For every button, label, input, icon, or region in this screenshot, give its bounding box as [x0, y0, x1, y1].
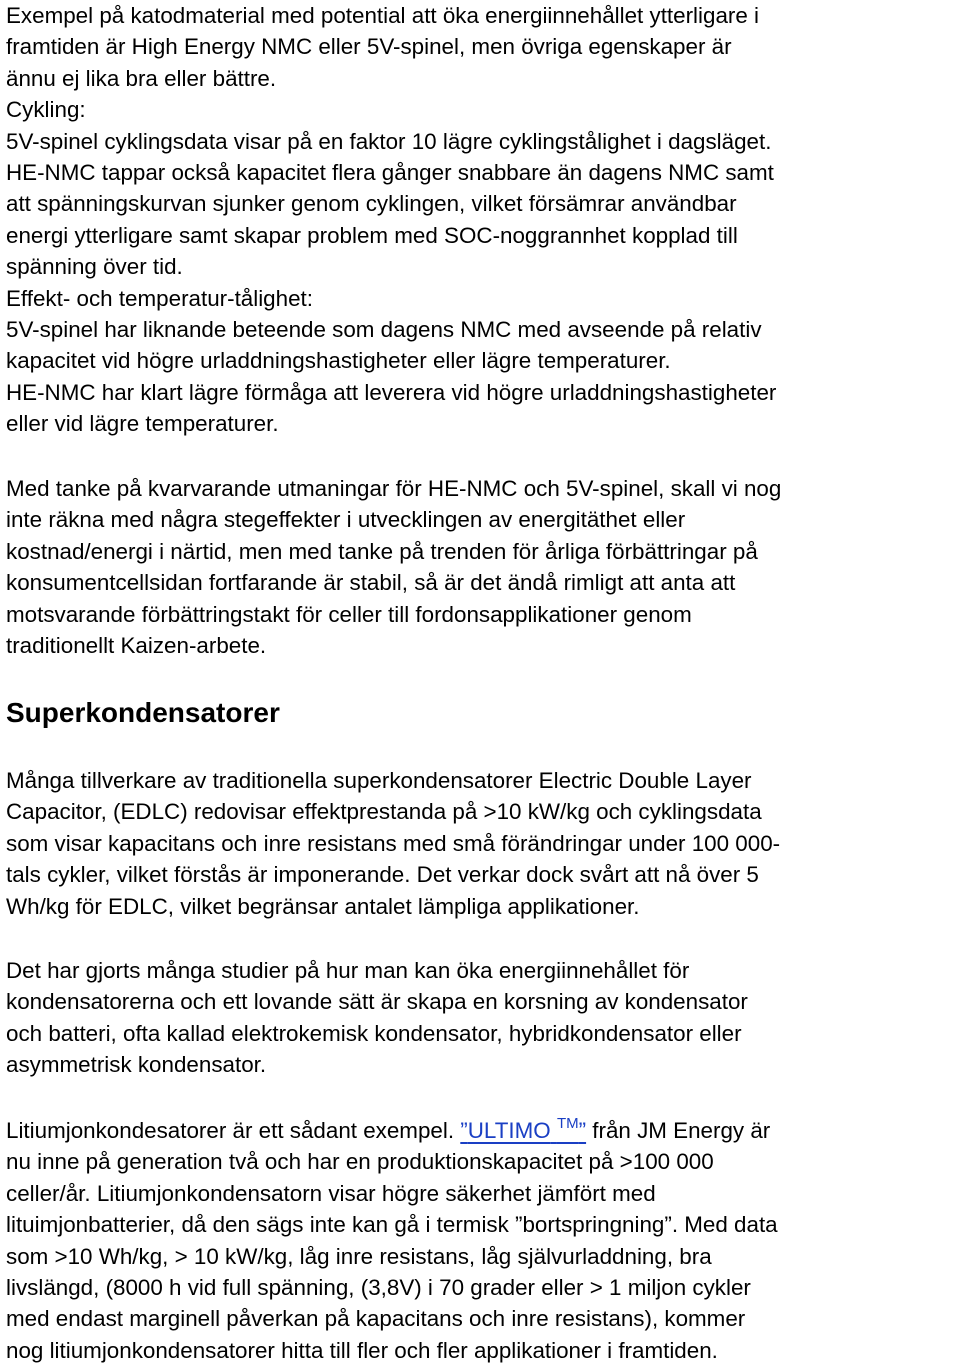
text-line: Många tillverkare av traditionella superkondensatorer Electric Double Layer: [6, 768, 752, 793]
text-line: HE-NMC tappar också kapacitet flera gånger snabbare än dagens NMC samt: [6, 159, 774, 185]
text-line: Exempel på katodmaterial med potential att öka energiinnehållet ytterligare i: [6, 3, 760, 28]
paragraph-edlc: [6, 765, 956, 922]
text-line: [6, 1115, 956, 1146]
text-line: nu inne på generation två och har en produktionskapacitet på >100 000: [6, 1149, 714, 1175]
ultimo-link[interactable]: [460, 1115, 587, 1143]
text-line: spänning över tid.: [6, 254, 183, 280]
paragraph-lithium-ion-capacitors: [6, 1115, 956, 1366]
text-line: celler/år. Litiumjonkondensatorn visar högre säkerhet jämfört med: [6, 1180, 656, 1206]
text-line: framtiden är High Energy NMC eller 5V-spinel, men övriga egenskaper är: [6, 34, 732, 60]
text-line: energi ytterligare samt skapar problem med SOC-noggrannhet kopplad till: [6, 222, 738, 248]
text-line: kapacitet vid högre urladdningshastigheter eller lägre temperaturer.: [6, 348, 671, 374]
text-line: konsumentcellsidan fortfarande är stabil, så är det ändå rimligt att anta att: [6, 570, 736, 596]
text-line: eller vid lägre temperaturer.: [6, 411, 279, 437]
text-line: tals cykler, vilket förstås är imponerande. Det verkar dock svårt att nå över 5: [6, 862, 759, 888]
text-line: 5V-spinel cyklingsdata visar på en faktor 10 lägre cyklingstålighet i dagsläget.: [6, 128, 772, 154]
text-line: inte räkna med några stegeffekter i utvecklingen av energitäthet eller: [6, 507, 686, 533]
text-line: HE-NMC har klart lägre förmåga att leverera vid högre urladdningshastigheter: [6, 379, 777, 405]
text-line: som >10 Wh/kg, > 10 kW/kg, låg inre resistans, låg självurladdning, bra: [6, 1243, 712, 1269]
text-line: nog litiumjonkondensatorer hitta till fler och fler applikationer i framtiden.: [6, 1337, 718, 1363]
paragraph-hybrid: [6, 955, 956, 1081]
text-line: lituimjonbatterier, då den sägs inte kan gå i termisk ”bortspringning”. Med data: [6, 1212, 778, 1238]
text-line: Det har gjorts många studier på hur man kan öka energiinnehållet för: [6, 958, 690, 983]
text-line: Wh/kg för EDLC, vilket begränsar antalet lämpliga applikationer.: [6, 893, 640, 919]
text-line: Effekt- och temperatur-tålighet:: [6, 285, 313, 311]
text-line: som visar kapacitans och inre resistans med små förändringar under 100 000-: [6, 830, 781, 856]
text-line: asymmetrisk kondensator.: [6, 1052, 267, 1078]
text-segment: Litiumjonkondesatorer är ett sådant exempel.: [6, 1118, 461, 1143]
text-line: livslängd, (8000 h vid full spänning, (3,8V) i 70 grader eller > 1 miljon cykler: [6, 1274, 751, 1300]
link-text: ULTIMO: [467, 1118, 551, 1143]
text-line: traditionellt Kaizen-arbete.: [6, 632, 267, 658]
trademark-mark: TM: [556, 1115, 579, 1132]
text-line: med endast marginell påverkan på kapacitans och inre resistans), kommer: [6, 1306, 746, 1332]
paragraph-challenges: [6, 473, 956, 661]
text-line: Cykling:: [6, 97, 86, 123]
text-line: 5V-spinel har liknande beteende som dagens NMC med avseende på relativ: [6, 316, 762, 342]
text-line: Capacitor, (EDLC) redovisar effektprestanda på >10 kW/kg och cyklingsdata: [6, 799, 762, 825]
text-line: ännu ej lika bra eller bättre.: [6, 65, 277, 91]
link-open-quote: ”: [460, 1118, 468, 1143]
text-line: kondensatorerna och ett lovande sätt är skapa en korsning av kondensator: [6, 989, 748, 1015]
text-line: kostnad/energi i närtid, men med tanke på trenden för årliga förbättringar på: [6, 538, 758, 564]
text-line: att spänningskurvan sjunker genom cyklingen, vilket försämrar användbar: [6, 191, 737, 217]
paragraph-cathode-materials: [6, 0, 956, 439]
text-segment: från JM Energy är: [586, 1118, 771, 1143]
text-line: Med tanke på kvarvarande utmaningar för HE-NMC och 5V-spinel, skall vi nog: [6, 476, 782, 501]
section-heading: Superkondensatorer: [6, 697, 280, 728]
text-line: och batteri, ofta kallad elektrokemisk kondensator, hybridkondensator eller: [6, 1020, 742, 1046]
text-line: motsvarande förbättringstakt för celler till fordonsapplikationer genom: [6, 601, 692, 627]
link-close-quote: ”: [578, 1118, 587, 1143]
